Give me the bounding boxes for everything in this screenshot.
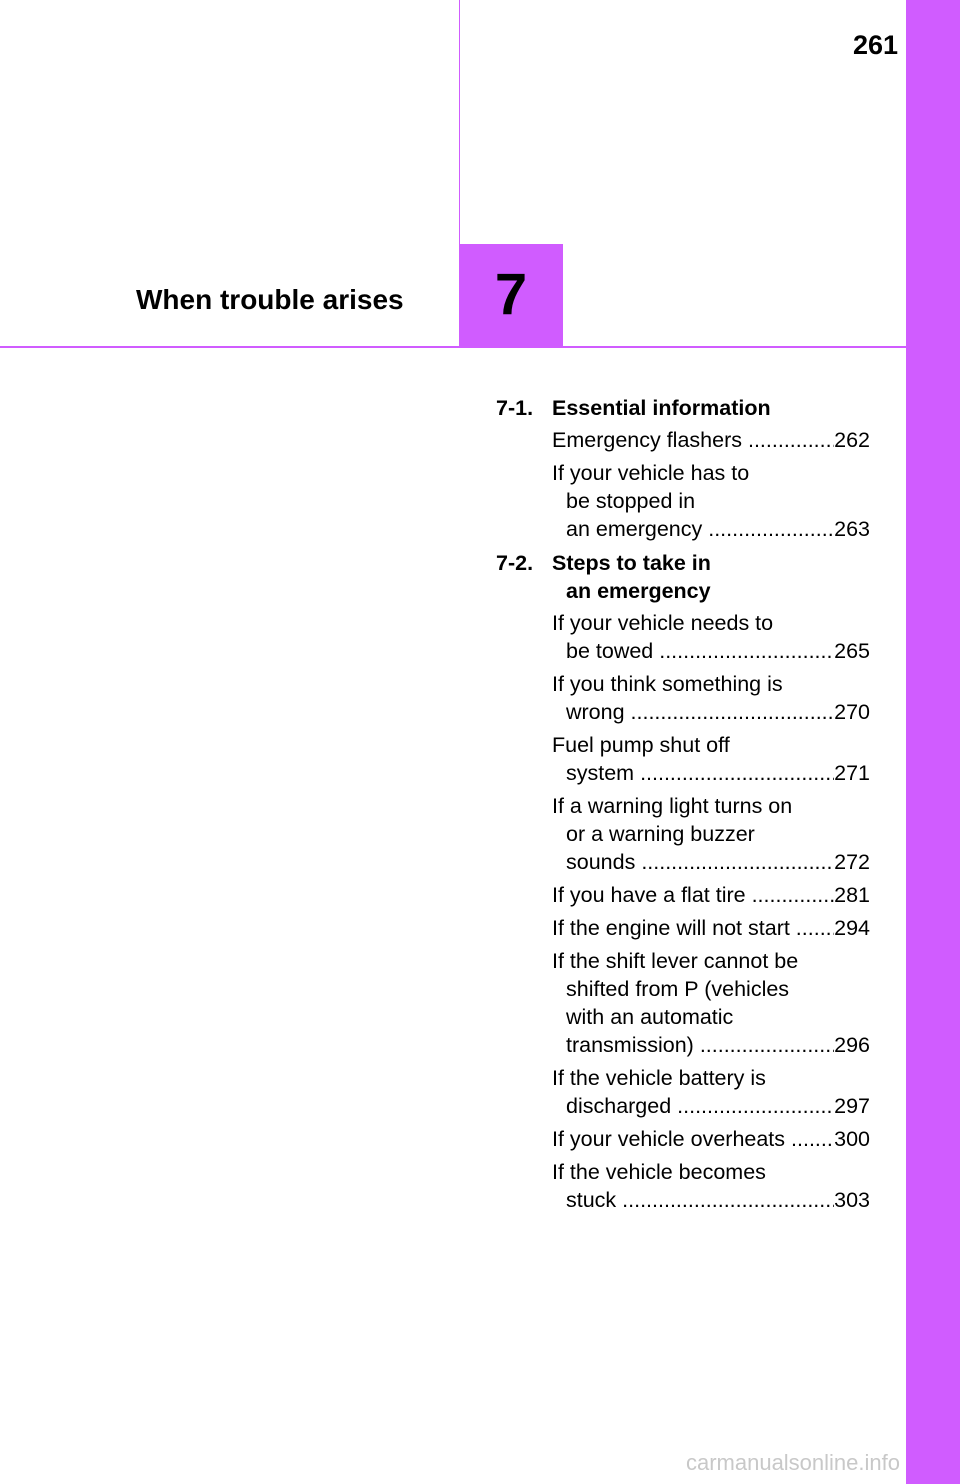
- toc-page-number: 294: [834, 916, 870, 940]
- toc-entry-line: or a warning buzzer: [566, 822, 755, 846]
- toc-entry[interactable]: [496, 426, 870, 454]
- toc-entry-line: [552, 637, 870, 665]
- toc-entry-line: [552, 426, 870, 454]
- toc-section: [496, 549, 870, 1214]
- header-horizontal-rule: [0, 346, 906, 348]
- toc-page-number: 272: [834, 850, 870, 874]
- toc-entry-line: [552, 1092, 870, 1120]
- toc-entry-text: Emergency flashers .....: [552, 426, 834, 454]
- chapter-number-box: 7: [459, 244, 563, 346]
- toc-entry-text: stuck .....: [566, 1186, 834, 1214]
- toc-entry-line: with an automatic: [566, 1005, 734, 1029]
- toc-entry-line: [552, 848, 870, 876]
- toc-entry-line: If your vehicle needs to: [552, 611, 774, 635]
- toc-entry-line: If you think something is: [552, 672, 783, 696]
- toc-entry[interactable]: [496, 881, 870, 909]
- header-vertical-rule: [459, 0, 460, 244]
- toc-entry-text: discharged .....: [566, 1092, 834, 1120]
- toc-entry-line: be stopped in: [566, 489, 696, 513]
- toc-page-number: 297: [834, 1094, 870, 1118]
- section-heading: [496, 394, 870, 422]
- toc-page-number: 265: [834, 639, 870, 663]
- toc-page-number: 281: [834, 883, 870, 907]
- toc-page-number: 270: [834, 700, 870, 724]
- toc-entry-text: be towed .....: [566, 637, 834, 665]
- toc-entry-line: If the shift lever cannot be: [552, 949, 799, 973]
- table-of-contents: [496, 394, 870, 1220]
- toc-entry-line: If the vehicle becomes: [552, 1160, 766, 1184]
- toc-entry[interactable]: [496, 792, 870, 876]
- section-title-line: Steps to take in: [552, 551, 711, 575]
- toc-entry-text: system .....: [566, 759, 834, 787]
- toc-entry-line: If a warning light turns on: [552, 794, 793, 818]
- section-number: 7-2.: [496, 551, 534, 575]
- toc-entry-text: If your vehicle overheats .....: [552, 1125, 834, 1153]
- toc-entry[interactable]: [496, 609, 870, 665]
- toc-entry-line: [552, 1186, 870, 1214]
- toc-entry-line: Fuel pump shut off: [552, 733, 730, 757]
- toc-entry-line: [552, 914, 870, 942]
- section-heading: [496, 549, 870, 605]
- section-title-line: Essential information: [552, 396, 771, 420]
- toc-entry-text: transmission) .....: [566, 1031, 834, 1059]
- toc-entry[interactable]: [496, 947, 870, 1059]
- toc-page-number: 296: [834, 1033, 870, 1057]
- section-number: 7-1.: [496, 396, 534, 420]
- toc-entry-line: [552, 515, 870, 543]
- watermark: carmanualsonline.info: [685, 1450, 900, 1475]
- toc-entry-text: an emergency .....: [566, 515, 834, 543]
- toc-entry-line: [552, 698, 870, 726]
- toc-entry-line: [552, 759, 870, 787]
- section-title-line: an emergency: [566, 579, 711, 603]
- toc-entry-text: If you have a flat tire .....: [552, 881, 834, 909]
- toc-entry-line: If your vehicle has to: [552, 461, 750, 485]
- toc-entry[interactable]: [496, 1064, 870, 1120]
- toc-entry[interactable]: [496, 1158, 870, 1214]
- toc-page-number: 303: [834, 1188, 870, 1212]
- toc-entry[interactable]: [496, 670, 870, 726]
- toc-entry[interactable]: [496, 914, 870, 942]
- page-number: 261: [852, 30, 898, 60]
- chapter-side-tab: [906, 0, 960, 1484]
- toc-entry-line: shifted from P (vehicles: [566, 977, 790, 1001]
- toc-entry-line: [552, 881, 870, 909]
- toc-entry-line: If the vehicle battery is: [552, 1066, 766, 1090]
- toc-entry[interactable]: [496, 459, 870, 543]
- toc-entry[interactable]: [496, 1125, 870, 1153]
- toc-page-number: 263: [834, 517, 870, 541]
- chapter-title: When trouble arises: [136, 284, 404, 315]
- toc-entry-text: sounds .....: [566, 848, 834, 876]
- toc-entry-text: If the engine will not start .....: [552, 914, 834, 942]
- toc-page-number: 300: [834, 1127, 870, 1151]
- toc-entry-line: [552, 1125, 870, 1153]
- toc-section: [496, 394, 870, 543]
- toc-entry[interactable]: [496, 731, 870, 787]
- toc-page-number: 262: [834, 428, 870, 452]
- toc-entry-text: wrong .....: [566, 698, 834, 726]
- toc-page-number: 271: [834, 761, 870, 785]
- toc-entry-line: [552, 1031, 870, 1059]
